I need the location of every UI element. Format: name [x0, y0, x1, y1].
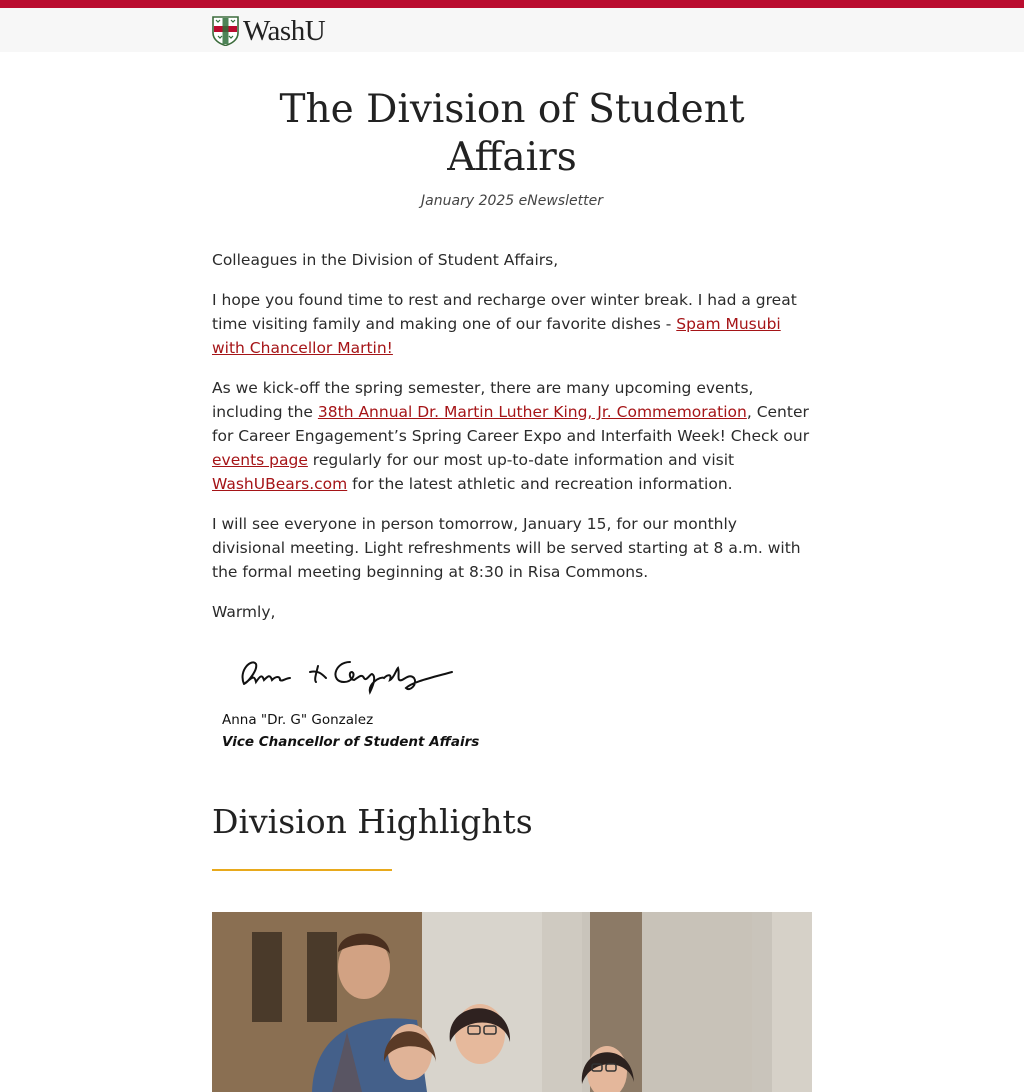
- signer-name: Anna "Dr. G" Gonzalez: [222, 712, 374, 728]
- spam-musubi-link[interactable]: Spam Musubi with Chancellor Martin!: [212, 315, 781, 357]
- paragraph-2-text-b: , Center for Career Engagement’s Spring Career Expo and Interfaith Week! Check our: [212, 403, 810, 445]
- paragraph-3: I will see everyone in person tomorrow, January 15, for our monthly divisional meeting. Light refreshments will be served starting at 8 a.m. with the formal meeting beginning at 8:30 in Risa Commons.: [212, 515, 801, 581]
- closing: Warmly,: [212, 603, 276, 621]
- washu-logo[interactable]: [212, 16, 325, 46]
- mlk-commemoration-link[interactable]: 38th Annual Dr. Martin Luther King, Jr. Commemoration: [317, 403, 747, 421]
- shield-icon: [212, 16, 239, 46]
- newsletter-subtitle: January 2025 eNewsletter: [421, 193, 603, 209]
- newsletter-title: The Division of Student Affairs: [279, 87, 745, 180]
- newsletter-content: [212, 86, 812, 1092]
- washubears-link[interactable]: WashUBears.com: [212, 475, 348, 493]
- top-brand-stripe: [0, 0, 1024, 8]
- header-bar: [0, 8, 1024, 52]
- highlight-photo: [212, 912, 812, 1092]
- events-page-link[interactable]: events page: [212, 451, 308, 469]
- paragraph-2-text-a: As we kick-off the spring semester, there are many upcoming events, including the: [212, 379, 754, 421]
- paragraph-2-text-c: regularly for our most up-to-date information and visit: [307, 451, 735, 469]
- paragraph-1: [212, 288, 812, 360]
- paragraph-1-text: I hope you found time to rest and recharge over winter break. I had a great time visiting family and making one of our favorite dishes -: [212, 291, 797, 333]
- heading-accent-rule: [212, 869, 392, 871]
- brand-wordmark: WashU: [243, 15, 326, 47]
- letter-body: [212, 248, 812, 624]
- paragraph-2: [212, 376, 812, 496]
- signature-block: [222, 648, 812, 750]
- division-highlights-heading: Division Highlights: [212, 802, 533, 841]
- paragraph-2-text-d: for the latest athletic and recreation information.: [347, 475, 733, 493]
- signer-title: Vice Chancellor of Student Affairs: [222, 734, 480, 750]
- handwritten-signature: [222, 648, 472, 698]
- greeting: Colleagues in the Division of Student Affairs,: [212, 251, 559, 269]
